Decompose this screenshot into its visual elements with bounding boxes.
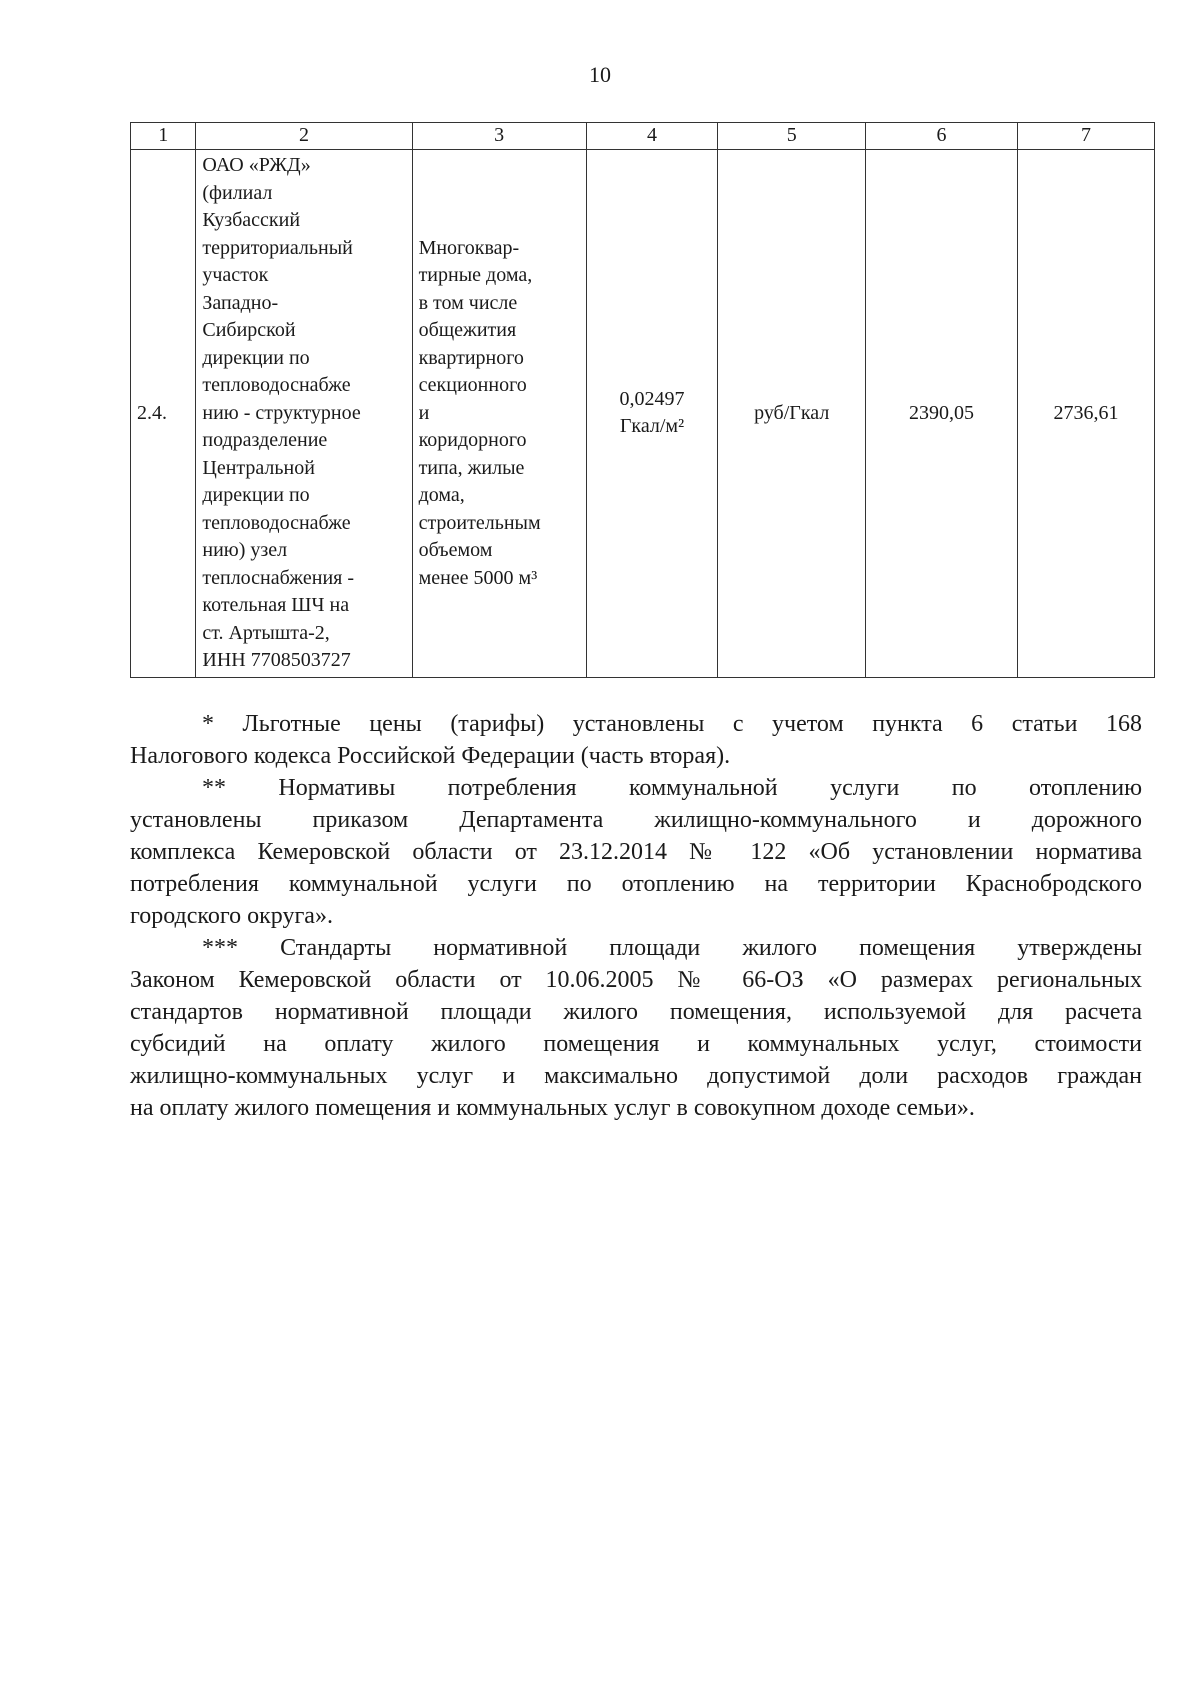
organization-line: ОАО «РЖД» <box>202 154 311 176</box>
column-number-4: 4 <box>586 123 718 150</box>
category-line: Многоквар- <box>418 236 520 259</box>
table-header-row <box>131 123 1155 150</box>
organization-line: ст. Артышта-2, <box>202 621 330 644</box>
unit-cell: руб/Гкал <box>718 150 866 678</box>
organization-line: участок <box>202 264 269 286</box>
page-number: 10 <box>589 62 611 87</box>
note3-line: Законом Кемеровской области от 10.06.2005 № 66-ОЗ «О размерах региональных <box>130 967 1142 993</box>
row-index: 2.4. <box>131 150 196 678</box>
organization-line: территориальный <box>202 236 353 259</box>
norm-value: 0,02497 <box>619 387 685 410</box>
category-line: строительным <box>418 511 541 534</box>
category-line: тирные дома, <box>418 264 533 286</box>
organization-line: подразделение <box>202 429 328 451</box>
category-line: общежития <box>418 319 517 341</box>
note2-line: ** Нормативы потребления коммунальной услуги по отоплению <box>202 775 1142 801</box>
organization-line: ИНН 7708503727 <box>202 649 351 671</box>
note3-line: на оплату жилого помещения и коммунальных услуг в совокупном доходе семьи». <box>130 1095 975 1121</box>
price-cell-col6: 2390,05 <box>866 150 1018 678</box>
consumer-category-cell <box>412 150 586 678</box>
column-number-6: 6 <box>866 123 1018 150</box>
note1-line: * Льготные цены (тарифы) установлены с учетом пункта 6 статьи 168 <box>202 711 1142 737</box>
organization-line: дирекции по <box>202 346 310 369</box>
organization-line: тепловодоснабже <box>202 511 351 534</box>
note2-line: установлены приказом Департамента жилищно-коммунального и дорожного <box>130 807 1142 833</box>
category-line: дома, <box>418 484 465 506</box>
category-line: секционного <box>418 374 527 396</box>
organization-line: теплоснабжения - <box>202 566 355 589</box>
column-number-5: 5 <box>718 123 866 150</box>
organization-line: нию) узел <box>202 539 288 561</box>
column-number-2: 2 <box>196 123 412 150</box>
column-number-7: 7 <box>1017 123 1154 150</box>
organization-line: нию - структурное <box>202 401 361 424</box>
note1-line: Налогового кодекса Российской Федерации (часть вторая). <box>130 743 731 769</box>
column-number-1: 1 <box>131 123 196 150</box>
organization-line: котельная ШЧ на <box>202 594 350 616</box>
organization-line: Центральной <box>202 456 315 479</box>
note3-line: *** Стандарты нормативной площади жилого помещения утверждены <box>202 935 1142 961</box>
note3-line: стандартов нормативной площади жилого помещения, используемой для расчета <box>130 999 1142 1025</box>
category-line: коридорного <box>418 429 527 451</box>
norm-unit: Гкал/м² <box>619 415 685 438</box>
category-line: и <box>418 401 430 424</box>
note2-line: потребления коммунальной услуги по отоплению на территории Краснобродского <box>130 871 1142 897</box>
note3-line: субсидий на оплату жилого помещения и коммунальных услуг, стоимости <box>130 1031 1142 1057</box>
note3-line: жилищно-коммунальных услуг и максимально допустимой доли расходов граждан <box>130 1063 1142 1089</box>
tariff-table <box>130 122 1155 678</box>
footnotes <box>130 708 1142 1124</box>
category-line: менее 5000 м³ <box>418 566 538 589</box>
organization-line: Западно- <box>202 291 279 314</box>
category-line: типа, жилые <box>418 456 525 479</box>
organization-cell <box>196 150 412 678</box>
organization-line: (филиал <box>202 181 273 204</box>
price-cell-col7: 2736,61 <box>1017 150 1154 678</box>
note2-line: городского округа». <box>130 903 333 929</box>
note2-line: комплекса Кемеровской области от 23.12.2014 № 122 «Об установлении норматива <box>130 839 1142 865</box>
organization-line: Кузбасский <box>202 209 301 231</box>
organization-line: Сибирской <box>202 319 296 341</box>
category-line: в том числе <box>418 291 518 314</box>
column-number-3: 3 <box>412 123 586 150</box>
organization-line: дирекции по <box>202 484 310 506</box>
table-row <box>131 150 1155 678</box>
category-line: квартирного <box>418 346 524 369</box>
category-line: объемом <box>418 539 493 561</box>
organization-line: тепловодоснабже <box>202 374 351 396</box>
consumption-norm-cell <box>586 150 718 678</box>
